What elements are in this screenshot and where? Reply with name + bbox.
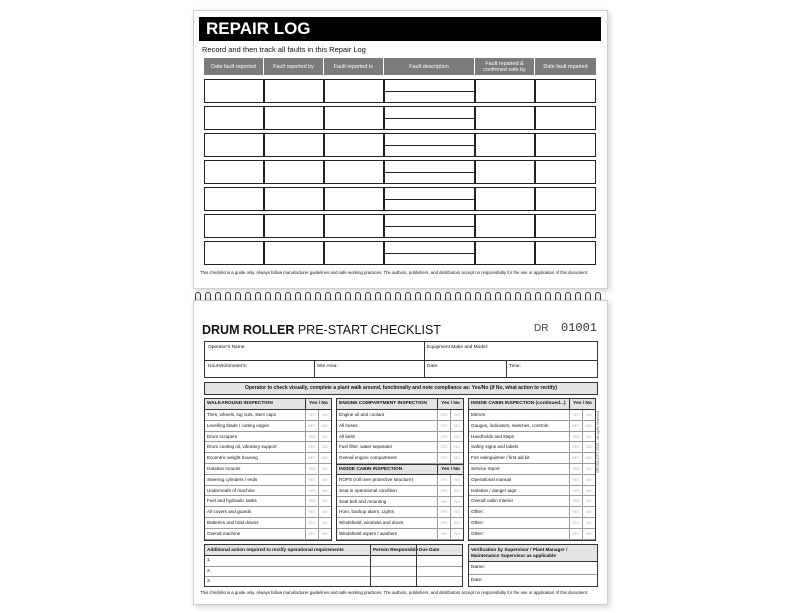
checklist-item bbox=[469, 507, 595, 518]
checklist-item bbox=[469, 442, 595, 453]
no-checkbox[interactable]: NO bbox=[318, 529, 331, 539]
checklist-item bbox=[469, 453, 595, 464]
checklist-item bbox=[205, 432, 331, 443]
checklist-item bbox=[337, 421, 463, 432]
yes-checkbox[interactable]: YES bbox=[437, 432, 450, 442]
checklist-item-label: Handholds and steps bbox=[471, 433, 515, 439]
repair-log-cell[interactable] bbox=[324, 187, 384, 211]
repair-log-disclaimer: This checklist is a guide only. Always follow manufacturer guidelines and safe working practices. The authors, publishers, and distributors accept no responsibility for the use or application of this document. bbox=[200, 270, 589, 275]
checklist-item bbox=[337, 442, 463, 453]
repair-log-cell[interactable] bbox=[384, 133, 475, 157]
section-header bbox=[205, 399, 331, 410]
verification-date-field[interactable]: Date: bbox=[471, 577, 483, 583]
no-checkbox[interactable]: NO bbox=[318, 486, 331, 496]
yes-checkbox[interactable]: YES bbox=[305, 464, 318, 474]
no-checkbox[interactable]: NO bbox=[318, 464, 331, 474]
section-header bbox=[469, 399, 595, 410]
repair-log-cell[interactable] bbox=[264, 187, 324, 211]
repair-log-title: REPAIR LOG bbox=[199, 17, 601, 41]
yes-checkbox[interactable]: YES bbox=[569, 507, 582, 517]
column-header-fault-description: Fault description bbox=[384, 58, 475, 75]
no-checkbox[interactable]: NO bbox=[582, 410, 595, 420]
equipment-model-field[interactable]: Equipment Make and Model: bbox=[427, 345, 489, 350]
yes-checkbox[interactable]: YES bbox=[305, 442, 318, 452]
checklist-item-label: Overall engine compartment bbox=[339, 455, 397, 461]
no-checkbox[interactable]: NO bbox=[582, 453, 595, 463]
checklist-item-label: Windshield, windows and doors bbox=[339, 520, 404, 526]
checklist-item-label: Mirrors bbox=[471, 412, 486, 417]
person-responsible-header: Person Responsible bbox=[370, 545, 418, 555]
checklist-item-label: Eccentric weight housing bbox=[207, 455, 258, 461]
additional-action-table bbox=[204, 544, 463, 587]
yes-checkbox[interactable]: YES bbox=[437, 410, 450, 420]
repair-log-cell[interactable] bbox=[324, 241, 384, 265]
yes-checkbox[interactable]: YES bbox=[569, 410, 582, 420]
repair-log-cell[interactable] bbox=[535, 160, 596, 184]
checklist-item bbox=[469, 529, 595, 540]
repair-log-cell[interactable] bbox=[384, 79, 475, 103]
no-checkbox[interactable]: NO bbox=[582, 486, 595, 496]
checklist-item-label: Fuel and hydraulic tanks bbox=[207, 498, 257, 504]
repair-log-cell[interactable] bbox=[204, 79, 264, 103]
repair-log-page bbox=[193, 10, 608, 289]
no-checkbox[interactable]: NO bbox=[582, 507, 595, 517]
yes-checkbox[interactable]: YES bbox=[437, 507, 450, 517]
divider bbox=[416, 556, 417, 586]
yes-checkbox[interactable]: YES bbox=[305, 432, 318, 442]
yes-checkbox[interactable]: YES bbox=[437, 497, 450, 507]
date-field[interactable]: Date: bbox=[427, 364, 439, 369]
verification-header: Verification by Supervisor / Plant Manager / Maintenance Supervisor as applicable bbox=[469, 545, 597, 562]
checklist-item bbox=[337, 453, 463, 464]
column-header-date-reported: Date fault reported bbox=[204, 58, 264, 75]
repair-log-cell[interactable] bbox=[535, 214, 596, 238]
checklist-item-label: Levelling blade / cutting edges bbox=[207, 422, 269, 428]
checklist-item-label: ROPS (roll over protective structure) bbox=[339, 476, 414, 482]
checklist-item-label: Seat in operational condition bbox=[339, 487, 397, 493]
divider bbox=[314, 360, 315, 377]
checklist-item bbox=[469, 410, 595, 421]
instruction-banner: Operator to check visually, complete a plant walk around, functionally and note compliance as: Yes/No (if No, what action to rectify) bbox=[204, 382, 598, 395]
divider bbox=[205, 360, 597, 361]
yes-checkbox[interactable]: YES bbox=[305, 529, 318, 539]
no-checkbox[interactable]: NO bbox=[582, 464, 595, 474]
yes-checkbox[interactable]: YES bbox=[437, 529, 450, 539]
no-checkbox[interactable]: NO bbox=[450, 410, 463, 420]
yes-checkbox[interactable]: YES bbox=[569, 486, 582, 496]
checklist-item-label: Overall cabin interior bbox=[471, 498, 514, 504]
repair-log-cell[interactable] bbox=[535, 241, 596, 265]
yes-no-header: Yes / No bbox=[305, 399, 331, 409]
repair-log-cell[interactable] bbox=[535, 133, 596, 157]
checklist-item-label: Drum cooling oil, vibratory support bbox=[207, 444, 277, 450]
yes-checkbox[interactable]: YES bbox=[569, 529, 582, 539]
checklist-item-label: Other: bbox=[471, 530, 484, 536]
repair-log-cell[interactable] bbox=[535, 79, 596, 103]
checklist-title-rest: PRE-START CHECKLIST bbox=[294, 323, 441, 337]
no-checkbox[interactable]: NO bbox=[450, 442, 463, 452]
checklist-item-label: Fire extinguisher / first aid kit bbox=[471, 455, 530, 461]
no-checkbox[interactable]: NO bbox=[318, 421, 331, 431]
checklist-item bbox=[469, 518, 595, 529]
checklist-item bbox=[469, 432, 595, 443]
checklist-item-label: Overall machine bbox=[207, 530, 241, 536]
checklist-item-label: Fuel filter, water separator bbox=[339, 444, 393, 450]
checklist-item-label: Service report bbox=[471, 465, 500, 471]
no-checkbox[interactable]: NO bbox=[318, 442, 331, 452]
repair-log-cell[interactable] bbox=[475, 106, 535, 130]
yes-checkbox[interactable]: YES bbox=[569, 496, 582, 506]
yes-checkbox[interactable]: YES bbox=[569, 475, 582, 485]
checklist-item-label: Isolation mounts bbox=[207, 465, 241, 471]
yes-checkbox[interactable]: YES bbox=[305, 496, 318, 506]
section-header-label: INSIDE CABIN INSPECTION bbox=[339, 466, 403, 472]
yes-checkbox[interactable]: YES bbox=[305, 518, 318, 528]
section-header-label: WALKAROUND INSPECTION bbox=[207, 401, 273, 406]
repair-log-cell[interactable] bbox=[264, 133, 324, 157]
repair-log-cell[interactable] bbox=[324, 214, 384, 238]
repair-log-cell[interactable] bbox=[475, 79, 535, 103]
due-date-header: Due Date bbox=[416, 545, 439, 555]
checklist-item-label: Other: bbox=[471, 519, 484, 525]
repair-log-cell[interactable] bbox=[475, 241, 535, 265]
no-checkbox[interactable]: NO bbox=[450, 432, 463, 442]
engine-cabin-column bbox=[336, 398, 464, 541]
no-checkbox[interactable]: NO bbox=[318, 410, 331, 420]
yes-no-header: Yes / No bbox=[569, 399, 595, 409]
repair-log-cell[interactable] bbox=[475, 187, 535, 211]
no-checkbox[interactable]: NO bbox=[318, 496, 331, 506]
checklist-item-label: All hoses bbox=[339, 422, 358, 428]
repair-log-cell[interactable] bbox=[204, 133, 264, 157]
checklist-item bbox=[205, 486, 331, 497]
checklist-item bbox=[205, 442, 331, 453]
column-header-repaired-by: Fault repaired & confirmed safe by bbox=[475, 58, 535, 75]
yes-no-header: Yes / No bbox=[437, 399, 463, 409]
checklist-item bbox=[337, 486, 463, 497]
yes-checkbox[interactable]: YES bbox=[305, 486, 318, 496]
action-header-label: Additional action required to rectify operational requirements bbox=[207, 547, 344, 552]
checklist-disclaimer: This checklist is a guide only. Always follow manufacturer guidelines and safe working practices. The authors, publishers, and distributors accept no responsibility for the use or application of this document. bbox=[200, 590, 589, 595]
no-checkbox[interactable]: NO bbox=[318, 475, 331, 485]
yes-checkbox[interactable]: YES bbox=[305, 453, 318, 463]
no-checkbox[interactable]: NO bbox=[582, 432, 595, 442]
repair-log-cell[interactable] bbox=[475, 214, 535, 238]
section-header-label: INSIDE CABIN INSPECTION (continued...) bbox=[471, 401, 566, 406]
yes-checkbox[interactable]: YES bbox=[305, 410, 318, 420]
no-checkbox[interactable]: NO bbox=[582, 518, 595, 528]
site-area-field[interactable]: Site Area: bbox=[317, 364, 338, 369]
no-checkbox[interactable]: NO bbox=[318, 507, 331, 517]
checklist-item bbox=[337, 518, 463, 529]
repair-log-cell[interactable] bbox=[324, 79, 384, 103]
repair-log-cell[interactable] bbox=[324, 133, 384, 157]
checklist-item bbox=[205, 475, 331, 486]
checklist-item bbox=[337, 497, 463, 508]
operator-name-field[interactable]: Operator's Name: bbox=[208, 345, 246, 350]
repair-log-row bbox=[204, 79, 596, 103]
divider bbox=[506, 360, 507, 377]
repair-log-cell[interactable] bbox=[204, 160, 264, 184]
checklist-item-label: Seat belt and mounting bbox=[339, 498, 387, 504]
checklist-item bbox=[205, 464, 331, 475]
checklist-item bbox=[469, 486, 595, 497]
action-row[interactable] bbox=[205, 577, 462, 588]
yes-checkbox[interactable]: YES bbox=[437, 453, 450, 463]
no-checkbox[interactable]: NO bbox=[318, 453, 331, 463]
no-checkbox[interactable]: NO bbox=[450, 518, 463, 528]
checklist-title bbox=[202, 323, 441, 337]
repair-log-row bbox=[204, 214, 596, 238]
yes-checkbox[interactable]: YES bbox=[437, 475, 450, 485]
walkaround-column bbox=[204, 398, 332, 541]
checklist-item bbox=[337, 410, 463, 421]
no-checkbox[interactable]: NO bbox=[582, 475, 595, 485]
repair-log-subtitle: Record and then track all faults in this Repair Log bbox=[202, 45, 366, 54]
checklist-item bbox=[205, 507, 331, 518]
no-checkbox[interactable]: NO bbox=[450, 529, 463, 539]
section-header bbox=[337, 399, 463, 410]
no-checkbox[interactable]: NO bbox=[318, 432, 331, 442]
divider bbox=[424, 342, 425, 377]
repair-log-cell[interactable] bbox=[204, 106, 264, 130]
yes-no-header: Yes / No bbox=[437, 465, 463, 475]
repair-log-cell[interactable] bbox=[384, 241, 475, 265]
checklist-item bbox=[337, 475, 463, 486]
column-header-reported-to: Fault reported to bbox=[324, 58, 384, 75]
repair-log-cell[interactable] bbox=[535, 187, 596, 211]
checklist-item bbox=[469, 475, 595, 486]
repair-log-cell[interactable] bbox=[475, 133, 535, 157]
checklist-item bbox=[469, 496, 595, 507]
checklist-item bbox=[337, 507, 463, 518]
repair-log-row bbox=[204, 241, 596, 265]
yes-checkbox[interactable]: YES bbox=[305, 475, 318, 485]
no-checkbox[interactable]: NO bbox=[450, 453, 463, 463]
repair-log-cell[interactable] bbox=[264, 214, 324, 238]
checklist-item-label: Operational manual bbox=[471, 476, 512, 482]
no-checkbox[interactable]: NO bbox=[318, 518, 331, 528]
column-header-reported-by: Fault reported by bbox=[264, 58, 324, 75]
operator-info-box bbox=[204, 341, 598, 378]
repair-log-row bbox=[204, 133, 596, 157]
checklist-item-label: Windshield wipers / washers bbox=[339, 530, 397, 536]
repair-log-cell[interactable] bbox=[264, 160, 324, 184]
checklist-item-label: Gauges, indicators, switches, controls bbox=[471, 422, 549, 428]
repair-log-cell[interactable] bbox=[384, 187, 475, 211]
action-row[interactable] bbox=[205, 567, 462, 578]
repair-log-cell[interactable] bbox=[264, 106, 324, 130]
yes-checkbox[interactable]: YES bbox=[437, 442, 450, 452]
verification-name-field[interactable]: Name: bbox=[469, 562, 597, 575]
yes-checkbox[interactable]: YES bbox=[569, 432, 582, 442]
checklist-item-label: All belts bbox=[339, 433, 356, 439]
repair-log-cell[interactable] bbox=[384, 106, 475, 130]
no-checkbox[interactable]: NO bbox=[450, 507, 463, 517]
no-checkbox[interactable]: NO bbox=[582, 421, 595, 431]
repair-log-cell[interactable] bbox=[324, 160, 384, 184]
checklist-item bbox=[205, 453, 331, 464]
no-checkbox[interactable]: NO bbox=[450, 475, 463, 485]
yes-checkbox[interactable]: YES bbox=[437, 421, 450, 431]
repair-log-cell[interactable] bbox=[204, 214, 264, 238]
repair-log-row bbox=[204, 160, 596, 184]
checklist-item-label: Steering cylinders / ends bbox=[207, 476, 258, 482]
yes-checkbox[interactable]: YES bbox=[305, 507, 318, 517]
serial-number: 01001 bbox=[561, 321, 598, 335]
checklist-item-label: Drum scrapers bbox=[207, 433, 238, 439]
repair-log-cell[interactable] bbox=[384, 160, 475, 184]
yes-checkbox[interactable]: YES bbox=[569, 464, 582, 474]
additional-action-header bbox=[205, 545, 462, 556]
no-checkbox[interactable]: NO bbox=[450, 486, 463, 496]
cabin-continued-column bbox=[468, 398, 596, 541]
checklist-page bbox=[193, 300, 608, 605]
checklist-item bbox=[205, 529, 331, 540]
column-header-date-repaired: Date fault repaired bbox=[535, 58, 596, 75]
section-header-label: ENGINE COMPARTMENT INSPECTION bbox=[339, 401, 427, 406]
repair-log-cell[interactable] bbox=[535, 106, 596, 130]
checklist-item bbox=[337, 432, 463, 443]
checklist-item-label: Engine oil and coolant bbox=[339, 412, 385, 417]
copyright-vertical-text: DR-001-CFS 2013 · All rights reserved bbox=[596, 411, 600, 473]
time-field[interactable]: Time: bbox=[509, 364, 521, 369]
checklist-item-label: All covers and guards bbox=[207, 509, 252, 515]
repair-log-row bbox=[204, 106, 596, 130]
checklist-item-label: Batteries and hold downs bbox=[207, 519, 259, 525]
repair-log-cell[interactable] bbox=[384, 214, 475, 238]
checklist-item bbox=[337, 529, 463, 540]
action-row-number: 1. bbox=[207, 558, 212, 563]
action-row-number: 2. bbox=[207, 568, 212, 574]
no-checkbox[interactable]: NO bbox=[582, 529, 595, 539]
yes-checkbox[interactable]: YES bbox=[437, 518, 450, 528]
checklist-item bbox=[205, 410, 331, 421]
yes-checkbox[interactable]: YES bbox=[569, 518, 582, 528]
yes-checkbox[interactable]: YES bbox=[305, 421, 318, 431]
action-row[interactable] bbox=[205, 556, 462, 567]
checklist-code: DR bbox=[534, 323, 549, 334]
checklist-item bbox=[205, 496, 331, 507]
divider bbox=[370, 556, 371, 586]
checklist-item-label: Horn, backup alarm, Lights bbox=[339, 509, 394, 515]
section-header bbox=[337, 464, 463, 475]
checklist-item bbox=[205, 518, 331, 529]
repair-log-cell[interactable] bbox=[324, 106, 384, 130]
repair-log-cell[interactable] bbox=[204, 187, 264, 211]
checklist-item bbox=[205, 421, 331, 432]
checklist-item bbox=[469, 464, 595, 475]
checklist-item bbox=[469, 421, 595, 432]
checklist-title-bold: DRUM ROLLER bbox=[202, 323, 295, 337]
yes-checkbox[interactable]: YES bbox=[437, 486, 450, 496]
repair-log-cell[interactable] bbox=[204, 241, 264, 265]
checklist-item-label: Underneath of machine bbox=[207, 487, 255, 493]
checklist-item-label: Tires, wheels, lug nuts, stem caps bbox=[207, 412, 277, 417]
no-checkbox[interactable]: NO bbox=[450, 421, 463, 431]
checklist-item-label: Other: bbox=[471, 509, 484, 515]
repair-log-cell[interactable] bbox=[475, 160, 535, 184]
no-checkbox[interactable]: NO bbox=[582, 496, 595, 506]
no-checkbox[interactable]: NO bbox=[582, 442, 595, 452]
yes-checkbox[interactable]: YES bbox=[569, 442, 582, 452]
checklist-item-label: Isolation / danger tags bbox=[471, 487, 517, 493]
yes-checkbox[interactable]: YES bbox=[569, 421, 582, 431]
checklist-item-label: Safety signs and labels bbox=[471, 444, 519, 450]
yes-checkbox[interactable]: YES bbox=[569, 453, 582, 463]
repair-log-cell[interactable] bbox=[264, 79, 324, 103]
action-row-number: 3. bbox=[207, 579, 212, 584]
verification-box bbox=[468, 544, 598, 587]
repair-log-row bbox=[204, 187, 596, 211]
repair-log-cell[interactable] bbox=[264, 241, 324, 265]
hours-field[interactable]: Hours/Kilometer's: bbox=[208, 364, 248, 369]
no-checkbox[interactable]: NO bbox=[450, 497, 463, 507]
